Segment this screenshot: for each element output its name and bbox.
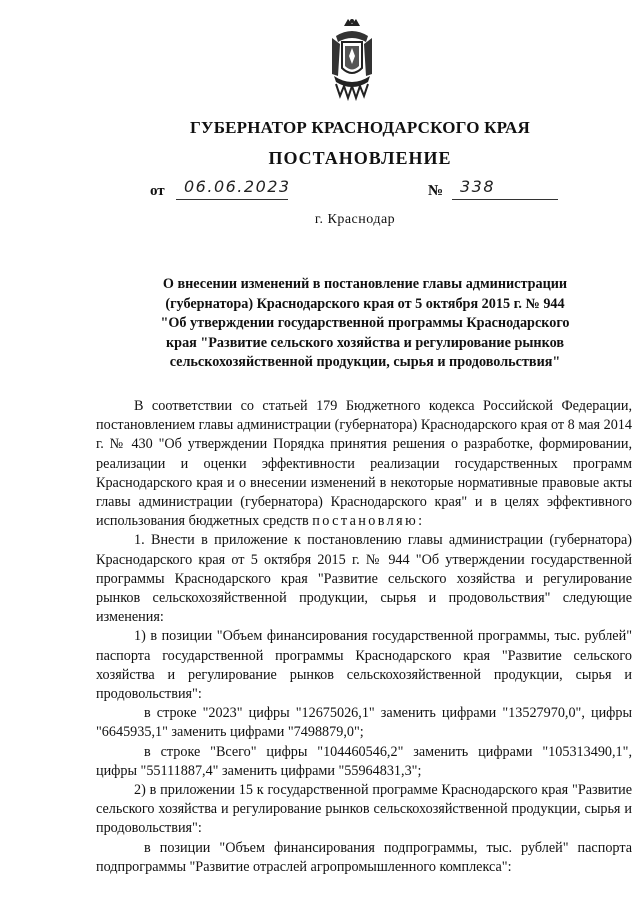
date-underline	[176, 199, 288, 200]
document-title	[118, 275, 612, 373]
body-paragraph: в строке "Всего" цифры "104460546,2" заменить цифрами "105313490,1", цифры "55111887,4" заменить цифрами "55964831,3";	[96, 743, 632, 779]
date-number-row	[150, 177, 570, 203]
body-paragraph: в строке "2023" цифры "12675026,1" заменить цифрами "13527970,0", цифры "6645935,1" заменить цифрами "7498879,0";	[96, 705, 632, 741]
number-prefix-label: №	[428, 183, 444, 199]
preamble-paragraph	[96, 397, 632, 531]
document-type-heading: ПОСТАНОВЛЕНИЕ	[268, 148, 452, 168]
title-line: сельскохозяйственной продукции, сырья и продовольствия"	[169, 354, 561, 370]
number-underline	[452, 199, 558, 200]
body-paragraph: 2) в приложении 15 к государственной программе Краснодарского края "Развитие сельского хозяйства и регулирование рынков сельскохозяйственной продукции, сырья и продовольствия":	[96, 782, 632, 837]
issuer-heading: ГУБЕРНАТОР КРАСНОДАРСКОГО КРАЯ	[190, 118, 530, 137]
title-line: (губернатора) Краснодарского края от 5 октября 2015 г. № 944	[165, 295, 565, 312]
body-paragraph: 1. Внести в приложение к постановлению главы администрации (губернатора) Краснодарского края от 5 октября 2015 г. № 944 "Об утверждении государственной программы Краснодарского края "Развитие сельского хозяйства и регулирование рынков сельскохозяйственной продукции, сырья и продовольствия" следующие изменения:	[96, 532, 632, 626]
city-label: г. Краснодар	[314, 212, 396, 227]
title-line: "Об утверждении государственной программы Краснодарского	[160, 315, 570, 331]
date-handwritten: 06.06.2023	[184, 177, 291, 196]
title-line: О внесении изменений в постановление главы администрации	[162, 276, 568, 292]
number-handwritten: 338	[460, 177, 496, 196]
preamble-text: В соответствии со статьей 179 Бюджетного кодекса Российской Федерации, постановлением главы администрации (губернатора) Краснодарского края от 8 мая 2014 г. № 430 "Об утверждении Порядка принятия решения о разработке, формировании, реализации и оценки эффективности реализации государственных программ Краснодарского края и о внесении изменений в некоторые нормативные правовые акты главы администрации (губернатора) Краснодарского края" и в целях эффективного использования бюджетных средств	[96, 398, 632, 530]
coat-of-arms-emblem	[328, 16, 376, 102]
body-paragraph: в позиции "Объем финансирования подпрограммы, тыс. рублей" паспорта подпрограммы "Развитие отраслей агропромышленного комплекса":	[96, 839, 632, 875]
date-prefix-label: от	[150, 183, 165, 199]
document-body	[96, 397, 632, 877]
title-line: края "Развитие сельского хозяйства и регулирование рынков	[166, 334, 564, 351]
body-paragraph: 1) в позиции "Объем финансирования государственной программы, тыс. рублей" паспорта государственной программы Краснодарского края "Развитие сельского хозяйства и регулирование рынков сельскохозяйственной продукции, сырья и продовольствия":	[96, 628, 632, 703]
decree-word: постановляю:	[312, 513, 425, 530]
